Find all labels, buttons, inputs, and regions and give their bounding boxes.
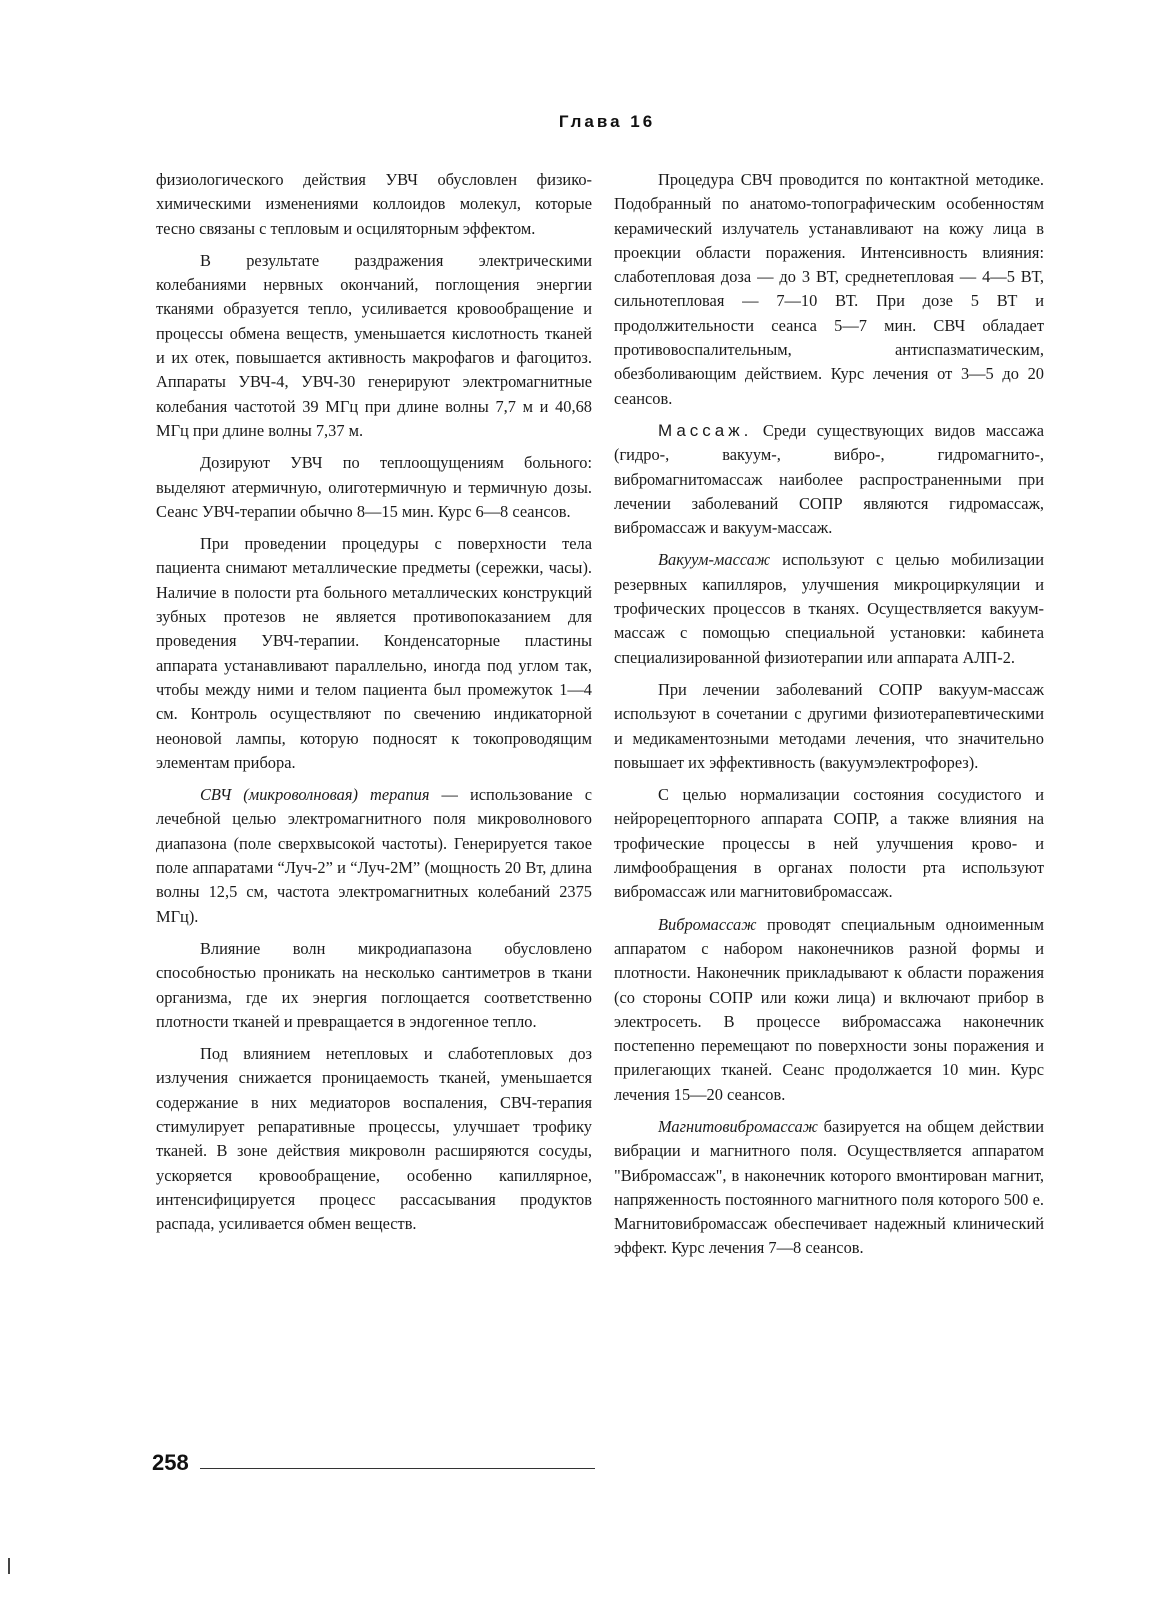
paragraph-text: базируется на общем действии вибрации и магнитного поля. Осуществляется аппаратом "Вибромассаж", в наконечник которого вмонтирован магнит, напряженность постоянного магнитного поля которого 500 е. Магнитовибромассаж обеспечивает надежный клинический эффект. Курс лечения 7—8 сеансов. bbox=[614, 1116, 1044, 1258]
term-italic: Магнитовибромассаж bbox=[658, 1116, 818, 1136]
term-italic: Вакуум-массаж bbox=[658, 550, 771, 570]
paragraph: При лечении заболеваний СОПР вакуум-массаж используют в сочетании с другими физиотерапевтическими и медикаментозными методами лечения, что значительно повышает их эффективность (вакуумэлектрофорез). bbox=[614, 679, 1044, 772]
paragraph: физиологического действия УВЧ обусловлен физико-химическими изменениями коллоидов молекул, которые тесно связаны с тепловым и осциляторным эффектом. bbox=[156, 170, 592, 238]
term-spaced: Массаж. bbox=[658, 420, 753, 440]
paragraph: Под влиянием нетепловых и слаботепловых доз излучения снижается проницаемость тканей, уменьшается содержание в них медиаторов воспаления, СВЧ-терапия стимулирует репаративные процессы, улучшает трофику тканей. В зоне действия микроволн расширяются сосуды, ускоряется кровообращение, особенно капиллярное, интенсифицируется процесс рассасывания продуктов распада, усиливается обмен веществ. bbox=[156, 1044, 592, 1234]
term-italic: Вибромассаж bbox=[658, 914, 757, 934]
paragraph bbox=[614, 913, 1044, 1107]
paragraph-text: используют с целью мобилизации резервных капилляров, улучшения микроциркуляции и трофических процессов в тканях. Осуществляется вакуум-массаж с помощью специальной установки: кабинета специализированной физиотерапии или аппарата АЛП-2. bbox=[614, 550, 1044, 667]
text-column-left bbox=[156, 168, 592, 1244]
paragraph-text: — использование с лечебной целью электромагнитного поля микроволнового диапазона (поле сверхвысокой частоты). Генерируется такое поле аппаратами “Луч-2” и “Луч-2М” (мощность 20 Вт, длина волны 12,5 см, частота электромагнитных колебаний 2375 МГц). bbox=[156, 785, 592, 926]
paragraph: Влияние волн микродиапазона обусловлено способностью проникать на несколько сантиметров в ткани организма, где их энергия поглощается соответственно плотности тканей и превращается в эндогенное тепло. bbox=[156, 938, 592, 1031]
page-footer bbox=[150, 1450, 595, 1480]
paragraph: С целью нормализации состояния сосудистого и нейрорецепторного аппарата СОПР, а также влияния на трофические процессы в ней улучшения крово- и лимфообращения в органах полости рта используют вибромассаж или магнитовибромассаж. bbox=[614, 785, 1044, 902]
paragraph: При проведении процедуры с поверхности тела пациента снимают металлические предметы (сережки, часы). Наличие в полости рта больного металлических конструкций зубных протезов не является противопоказанием для проведения УВЧ-терапии. Конденсаторные пластины аппарата устанавливают параллельно, иногда под углом так, чтобы между ними и телом пациента был промежуток 1—4 см. Контроль осуществляют по свечению индикаторной неоновой лампы, которую подносят к токопроводящим элементам прибора. bbox=[156, 534, 592, 772]
footer-rule bbox=[200, 1468, 595, 1469]
paragraph bbox=[614, 1115, 1044, 1261]
paragraph bbox=[614, 419, 1044, 540]
paragraph bbox=[156, 783, 592, 929]
scan-edge-mark bbox=[8, 1558, 10, 1574]
term-italic: СВЧ (микроволновая) терапия bbox=[200, 785, 430, 805]
text-column-right bbox=[614, 168, 1044, 1269]
paragraph: Процедура СВЧ проводится по контактной методике. Подобранный по анатомо-топографическим особенностям керамический излучатель устанавливают на кожу лица в проекции области поражения. Интенсивность влияния: слаботепловая доза — до 3 ВТ, среднетепловая — 4—5 ВТ, сильнотепловая — 7—10 ВТ. При дозе 5 ВТ и продолжительности сеанса 5—7 мин. СВЧ обладает противовоспалительным, антиспазматическим, обезболивающим действием. Курс лечения от 3—5 до 20 сеансов. bbox=[614, 170, 1044, 408]
paragraph: В результате раздражения электрическими колебаниями нервных окончаний, поглощения энергии тканями образуется тепло, усиливается кровообращение и процессы обмена веществ, уменьшается кислотность тканей и их отек, повышается активность макрофагов и фагоцитоз. Аппараты УВЧ-4, УВЧ-30 генерируют электромагнитные колебания частотой 39 МГц при длине волны 7,7 м и 40,68 МГц при длине волны 7,37 м. bbox=[156, 250, 592, 440]
paragraph-text: Среди существующих видов массажа (гидро-, вакуум-, вибро-, гидромагнито-, вибромагнитомассаж наиболее распространенными при лечении заболеваний СОПР являются гидромассаж, вибромассаж и вакуум-массаж. bbox=[614, 420, 1044, 538]
page-number: 258 bbox=[152, 1450, 189, 1475]
paragraph: Дозируют УВЧ по теплоощущениям больного: выделяют атермичную, олиготермичную и термичную дозы. Сеанс УВЧ-терапии обычно 8—15 мин. Курс 6—8 сеансов. bbox=[156, 453, 592, 521]
paragraph bbox=[614, 548, 1044, 669]
chapter-heading: Глава 16 bbox=[558, 112, 656, 131]
paragraph-text: проводят специальным одноименным аппаратом с набором наконечников разной формы и плотности. Наконечник прикладывают к области поражения (со стороны СОПР или кожи лица) и включают прибор в электросеть. В процессе вибромассажа наконечник постепенно перемещают по поверхности зоны поражения и прилегающих тканей. Сеанс продолжается 10 мин. Курс лечения 15—20 сеансов. bbox=[614, 914, 1044, 1104]
